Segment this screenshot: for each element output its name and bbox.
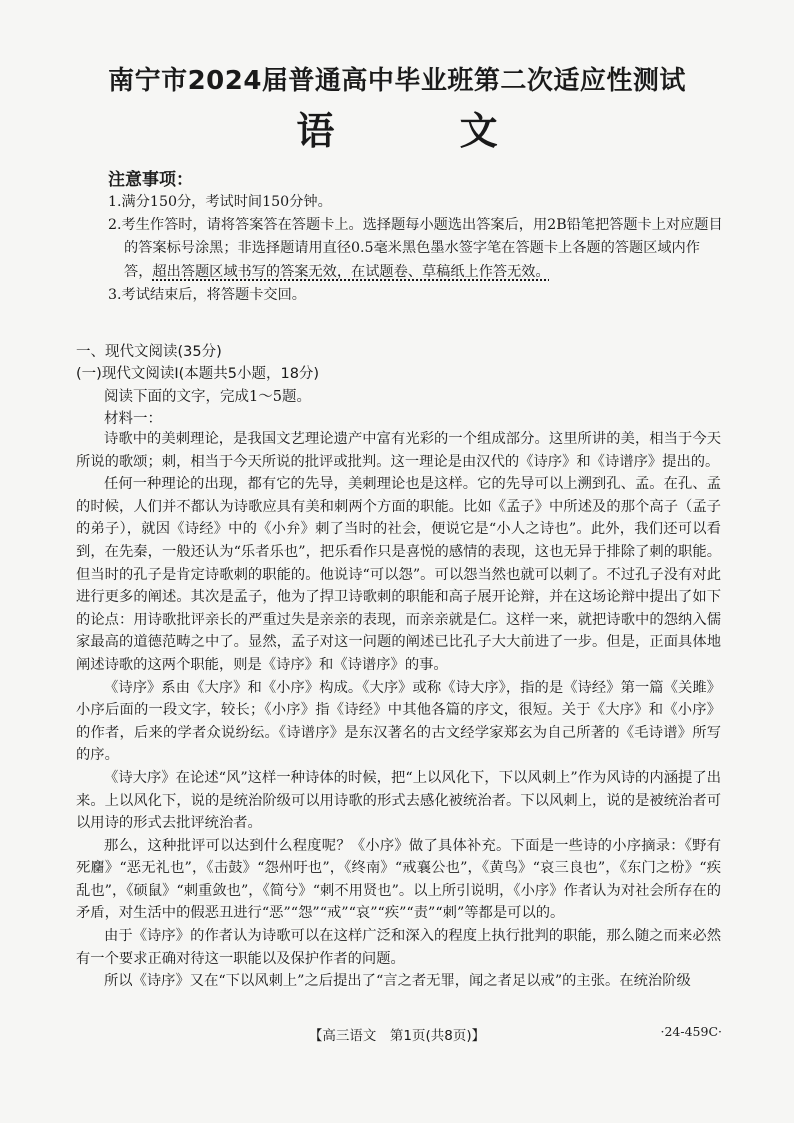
paragraph: 《诗序》系由《大序》和《小序》构成。《大序》或称《诗大序》，指的是《诗经》第一篇《关雎》小序后面的一段文字，较长；《小序》指《诗经》中其他各篇的序文，很短。关于《大序》和《小序》的作者，后来的学者众说纷纭。《诗谱序》是东汉著名的古文经学家郑玄为自己所著的《毛诗谱》所写的序。 — [76, 679, 721, 764]
notice-list — [108, 191, 723, 307]
paragraph: 那么，这种批评可以达到什么程度呢？《小序》做了具体补充。下面是一些诗的小序摘录：《野有死麕》“恶无礼也”，《击鼓》“怨州吁也”，《终南》“戒襄公也”，《黄鸟》“哀三良也”，《东门之枌》“疾乱也”，《硕鼠》“刺重敛也”，《简兮》“刺不用贤也”。以上所引说明，《小序》作者认为对社会所存在的矛盾，对生活中的假恶丑进行“恶”“怨”“戒”“哀”“疾”“责”“刺”等都是可以的。 — [76, 837, 721, 922]
section-heading: 一、现代文阅读(35分) — [76, 344, 222, 360]
page-number: 【高三语文 第1页(共8页)】 — [308, 1028, 486, 1044]
notice-item-3: 3.考试结束后，将答题卡交回。 — [108, 286, 306, 303]
paragraph: 《诗大序》在论述“风”这样一种诗体的时候，把“上以风化下，下以风刺上”作为风诗的内涵提了出来。上以风化下，说的是统治阶级可以用诗歌的形式去感化被统治者。下以风刺上，说的是被统治者可以用诗的形式去批评统治者。 — [76, 769, 721, 832]
paragraph: 所以《诗序》又在“下以风刺上”之后提出了“言之者无罪，闻之者足以戒”的主张。在统治阶级 — [104, 973, 691, 990]
notice-item-2 — [108, 214, 723, 284]
paragraph: 诗歌中的美刺理论，是我国文艺理论遗产中富有光彩的一个组成部分。这里所讲的美，相当于今天所说的歌颂；刺，相当于今天所说的批评或批判。这一理论是由汉代的《诗序》和《诗谱序》提出的。 — [76, 431, 721, 470]
reading-passage — [76, 428, 721, 993]
sub-section-heading: (一)现代文阅读Ⅰ(本题共5小题，18分) — [76, 366, 320, 382]
paragraph: 由于《诗序》的作者认为诗歌可以在这样广泛和深入的程度上执行批判的职能，那么随之而来必然有一个要求正确对待这一职能以及保护作者的问题。 — [76, 928, 721, 967]
paragraph: 任何一种理论的出现，都有它的先导，美刺理论也是这样。它的先导可以上溯到孔、孟。在孔、孟的时候，人们并不都认为诗歌应具有美和刺两个方面的职能。比如《孟子》中所述及的那个高子（孟子的弟子），就因《诗经》中的《小弁》刺了当时的社会，便说它是“小人之诗也”。此外，我们还可以看到，在先秦，一般还认为“乐者乐也”，把乐看作只是喜悦的感情的表现，这也无异于排除了刺的职能。但当时的孔子是肯定诗歌刺的职能的。他说诗“可以怨”。可以怨当然也就可以刺了。不过孔子没有对此进行更多的阐述。其次是孟子，他为了捍卫诗歌刺的职能和高子展开论辩，并在这场论辩中提出了如下的论点：用诗歌批评亲长的严重过失是亲亲的表现，而亲亲就是仁。这样一来，就把诗歌中的怨纳入儒家最高的道德范畴之中了。显然，孟子对这一问题的阐述已比孔子大大前进了一步。但是，正面具体地阐述诗歌的这两个职能，则是《诗序》和《诗谱序》的事。 — [76, 476, 721, 673]
subject-title: 语 文 — [296, 109, 554, 153]
notice-heading: 注意事项： — [108, 170, 193, 190]
notice-item-1: 1.满分150分，考试时间150分钟。 — [108, 194, 332, 210]
page-footer — [0, 1024, 794, 1044]
exam-code: ·24-459C· — [660, 1024, 722, 1039]
exam-title: 南宁市2024届普通高中毕业班第二次适应性测试 — [108, 66, 686, 96]
material-label: 材料一： — [104, 411, 162, 427]
notice-emphasis: 超出答题区域书写的答案无效，在试题卷、草稿纸上作答无效。 — [152, 263, 550, 280]
reading-instruction: 阅读下面的文字，完成1～5题。 — [104, 389, 311, 405]
notice-item-2-text: 2.考生作答时，请将答案答在答题卡上。选择题每小题选出答案后，用2B铅笔把答题卡上对应题目的答案标号涂黑；非选择题请用直径0.5毫米黑色墨水签字笔在答题卡上各题的答题区域内作答， — [108, 217, 723, 280]
